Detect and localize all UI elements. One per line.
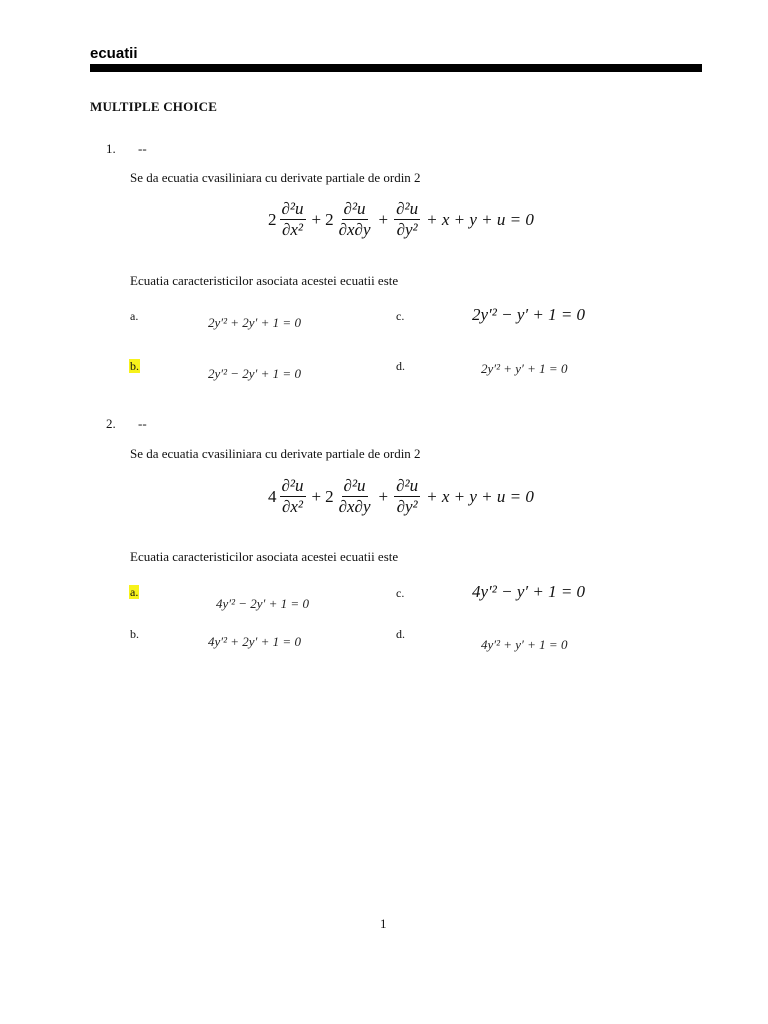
eq2-tail: + x + y + u = 0 <box>426 486 534 506</box>
eq1-term-3 <box>394 200 420 239</box>
eq2-term-1-den: ∂x² <box>281 497 304 516</box>
eq1-term-2-num: ∂²u <box>343 199 366 218</box>
eq1-tail: + x + y + u = 0 <box>426 209 534 229</box>
answer-highlight: b. <box>130 359 139 373</box>
question-2-equation: 4 $\frac{\text{∂²u}}{\text{∂x²}}$ + 2 $\frac{\text{∂²u}}{\partial x\partial y}$ + $\frac{\text{∂²u}}{\text{∂y²}}$ + x + y + u = 0 <box>268 476 534 516</box>
eq2-term-3 <box>394 477 420 516</box>
question-2-prompt: Ecuatia caracteristicilor asociata acestei ecuatii este <box>130 549 399 564</box>
question-2-option-c-label[interactable]: c. <box>396 586 405 600</box>
question-2-option-b-expr: 4y′² + 2y′ + 1 = 0 <box>208 634 301 649</box>
eq2-term-1 <box>280 477 306 516</box>
question-2-option-a-label[interactable] <box>129 585 139 600</box>
section-title: MULTIPLE CHOICE <box>90 99 218 114</box>
question-1-number: 1. <box>106 141 116 156</box>
eq1-term-1-den: ∂x² <box>281 220 304 239</box>
eq1-term-3-num: ∂²u <box>396 199 419 218</box>
question-1-option-d-label[interactable]: d. <box>396 359 405 373</box>
question-1-option-b-label[interactable] <box>129 359 140 374</box>
question-2-stem: Se da ecuatia cvasiliniara cu derivate partiale de ordin 2 <box>130 446 421 461</box>
eq1-term-2-den: ∂x∂y <box>338 220 371 239</box>
answer-highlight: a. <box>130 585 139 599</box>
page-number: 1 <box>380 916 387 931</box>
eq2-term-3-den: ∂y² <box>396 497 418 516</box>
question-2-option-d-label[interactable]: d. <box>396 627 405 641</box>
question-2-option-d-expr: 4y′² + y′ + 1 = 0 <box>481 637 568 652</box>
question-2-dash: -- <box>138 416 147 431</box>
question-1-stem: Se da ecuatia cvasiliniara cu derivate partiale de ordin 2 <box>130 170 421 185</box>
question-1-dash: -- <box>138 141 147 156</box>
question-2-option-c-expr: 4y′² − y′ + 1 = 0 <box>472 582 586 601</box>
question-1-option-b-expr: 2y′² − 2y′ + 1 = 0 <box>208 366 301 381</box>
eq1-coef-1: 2 <box>268 209 277 229</box>
question-1-option-a-label[interactable]: a. <box>130 309 139 323</box>
eq1-coef-2: 2 <box>325 209 334 229</box>
eq1-term-1 <box>280 200 306 239</box>
eq2-term-2 <box>337 477 373 516</box>
question-1-option-a-expr: 2y′² + 2y′ + 1 = 0 <box>208 315 301 330</box>
header-rule <box>90 64 702 72</box>
question-2-number: 2. <box>106 416 116 431</box>
question-1-prompt: Ecuatia caracteristicilor asociata acestei ecuatii este <box>130 273 399 288</box>
question-1-option-c-expr: 2y′² − y′ + 1 = 0 <box>472 305 586 324</box>
eq1-term-3-den: ∂y² <box>396 220 418 239</box>
eq2-coef-1: 4 <box>268 486 277 506</box>
question-2-option-a-expr: 4y′² − 2y′ + 1 = 0 <box>216 596 309 611</box>
eq2-term-2-den: ∂x∂y <box>338 497 371 516</box>
eq1-term-1-num: ∂²u <box>281 199 304 218</box>
question-1-equation: 2 $\frac{\text{∂²u}}{\text{∂x²}}$ + 2 $\frac{\text{∂²u}}{\partial x\partial y}$ + $\frac{\text{∂²u}}{\text{∂y²}}$ + x + y + u = 0 <box>268 199 534 239</box>
eq2-term-1-num: ∂²u <box>281 476 304 495</box>
question-1-option-d-expr: 2y′² + y′ + 1 = 0 <box>481 361 568 376</box>
eq1-term-2 <box>337 200 373 239</box>
question-1-option-c-label[interactable]: c. <box>396 309 405 323</box>
question-2-option-b-label[interactable]: b. <box>130 627 139 641</box>
eq2-term-2-num: ∂²u <box>343 476 366 495</box>
eq2-term-3-num: ∂²u <box>396 476 419 495</box>
eq2-coef-2: 2 <box>325 486 334 506</box>
document-header-title: ecuatii <box>90 45 138 62</box>
